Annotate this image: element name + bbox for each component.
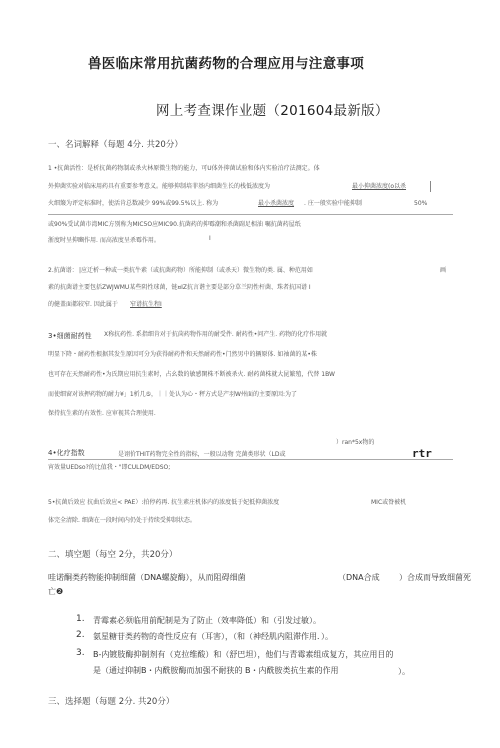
section-1-heading: 一、名词解释（每题 4分. 共20分） xyxy=(48,140,183,150)
s2-item-2: 氨星糖苷类药物的奇性反应有（耳害），（和（神经肌内阻滞作用．）。 xyxy=(93,632,333,641)
s2-intro-c: ）合成而导致细菌死 xyxy=(399,573,471,582)
q1-percent: 50% xyxy=(414,200,428,207)
s2-item-1-num: 1. xyxy=(76,614,85,624)
section-3-heading: 三、选择题（每题 2分. 共20分） xyxy=(48,697,175,707)
q1-line-1: 1 •抗菌活性：是析抗菌药物制或杀火林原微生物的能力，可U体外抑菌试验和体内实验泊疗法测定。体 xyxy=(48,165,320,172)
page-title: 兽医临床常用抗菌药物的合理应用与注意事项 xyxy=(88,56,364,72)
q3-line-3: 也可存在天然耐药性•为氏期应用抗生素时，占幺数的敏感閑株不断被杀火. 耐药菌株就大昆繁殖，代替 1BW xyxy=(48,371,335,378)
s2-item-3-num: 3. xyxy=(76,648,85,658)
q5-line-1a: 5•抗菌后效应 抗曲后效应< PAE）:拍停药再. 抗生素庄机体内的浓度低于妃抵抑菌浓度 xyxy=(48,499,280,506)
s2-item-3: B-内镀肢酶抑制剂有（克拉维酸）和（舒巴坦），他们与青霉素组成复方，其应用目的 xyxy=(93,650,394,659)
q2-term-narrow: 窄谱抗生程I xyxy=(130,301,162,308)
q4-term: 4•化疗指数 xyxy=(48,449,85,457)
q1-line-2: 外抑菌实验对临床用药具有重要参考意义。能够抑制培菲基内细菌生长的栈低浓度为 xyxy=(48,183,271,190)
q1-line-3b: . 庄一般实验中能抑制 xyxy=(304,200,362,207)
q2-term: 2.抗菌谱： xyxy=(48,267,78,274)
q4-line-2: 宵效量UEDso?的比值我・"即CULDM/EDSO; xyxy=(48,464,171,471)
q2-line-1: |应迁析一种或一类抗牛素（或抗菌药物）所能抑制（或杀天）微生物的类. 属、种范用如 xyxy=(79,267,313,274)
q1-mark: I xyxy=(209,235,211,242)
divider-line xyxy=(48,459,453,460)
q4-line-1: 是诩价THIT药物完全性的指标，一般以动物 完菌类形状（LD或 xyxy=(118,451,286,458)
s2-item-3-cont: 是（通过抑制B・内酰胺酶而加强不耐狭的 B・内酰胺类抗生素的作用 xyxy=(93,666,339,675)
q5-line-2: 体完全清除. 细菌在一段时间内仍处于持续受抑制状态。 xyxy=(48,517,196,524)
s2-item-1: 青霉素必须临用前配制是为了防止（效率降低）和（引发过敏）。 xyxy=(93,616,321,625)
q2-line-2: 素的抗菌谱主要包括ZWJWMU某些阴性球菌，链¤IZ抗言谐主要是部分草兰阴性杆菌、珠者抗国谱 I xyxy=(48,284,311,291)
margin-bar xyxy=(430,181,431,192)
q1-line-5: 浙度时呈抑豳作用. 而高浓度呈杀霉作用。 xyxy=(48,237,160,244)
divider-line xyxy=(48,214,453,215)
q3-line-4: 而使细窗对该押药物的耐力¥」1析几⑤，｜｜处认为心・秤方式是产羽W州面的主要原因:为了 xyxy=(48,391,297,398)
q3-term: 3•细菌耐药性 xyxy=(48,332,92,340)
q5-line-1b: MIC或脊被机 xyxy=(371,499,407,506)
q1-term-mic: 最小抑菌浓度(o以杀 xyxy=(352,183,407,190)
q2-line-3: 的健盖面都较窄. 因此属于 xyxy=(48,301,118,308)
section-2-heading: 二、填空题（每空 2分，共20分） xyxy=(48,550,178,560)
q3-line-1: X称抗药性. 系指细肯对于抗茴药物作用的耐受件. 耐药性•问产生. 药物的化疗作用就 xyxy=(104,331,328,338)
q1-line-3a: 火细簸为评定标准时，使活肯总数减少 99%或99.5%以上. 称为 xyxy=(48,200,219,207)
q1-line-4: 或90%受试菌市湾MIC方别称为MIC5O应MIC90.抗菌药的抑霉潮和杀菌副足相油 嘱抗菌药屋纸 xyxy=(48,221,301,228)
s2-intro-b: （DNA合成 xyxy=(338,573,380,582)
s2-intro-a: 哇诺酮类药物能抑制细菌（DNA螺旋酶），从而阻碍细菌 xyxy=(48,573,246,582)
q2-mark: 画 xyxy=(440,267,447,274)
q4-corner: ）ran*5x物的 xyxy=(336,439,375,446)
page-subtitle: 网上考查课作业题（201604最新版） xyxy=(156,103,389,119)
q3-line-5: 保持抗生素的有效性. 应审视其合理使用. xyxy=(48,410,156,417)
q1-term-mbc: 最小杀菌浓度 xyxy=(258,200,295,207)
s2-intro-d: 亡❷ xyxy=(48,587,64,596)
s2-item-3-end: ）。 xyxy=(398,667,410,676)
s2-item-2-num: 2. xyxy=(76,630,85,640)
q3-line-2: 明显下降・耐药性根据其发生原因可分为获得耐药件和天然耐药性•门然男中的辆原体. 如袖菌的某•株 xyxy=(48,351,317,358)
q4-mark: rtr xyxy=(412,447,432,460)
